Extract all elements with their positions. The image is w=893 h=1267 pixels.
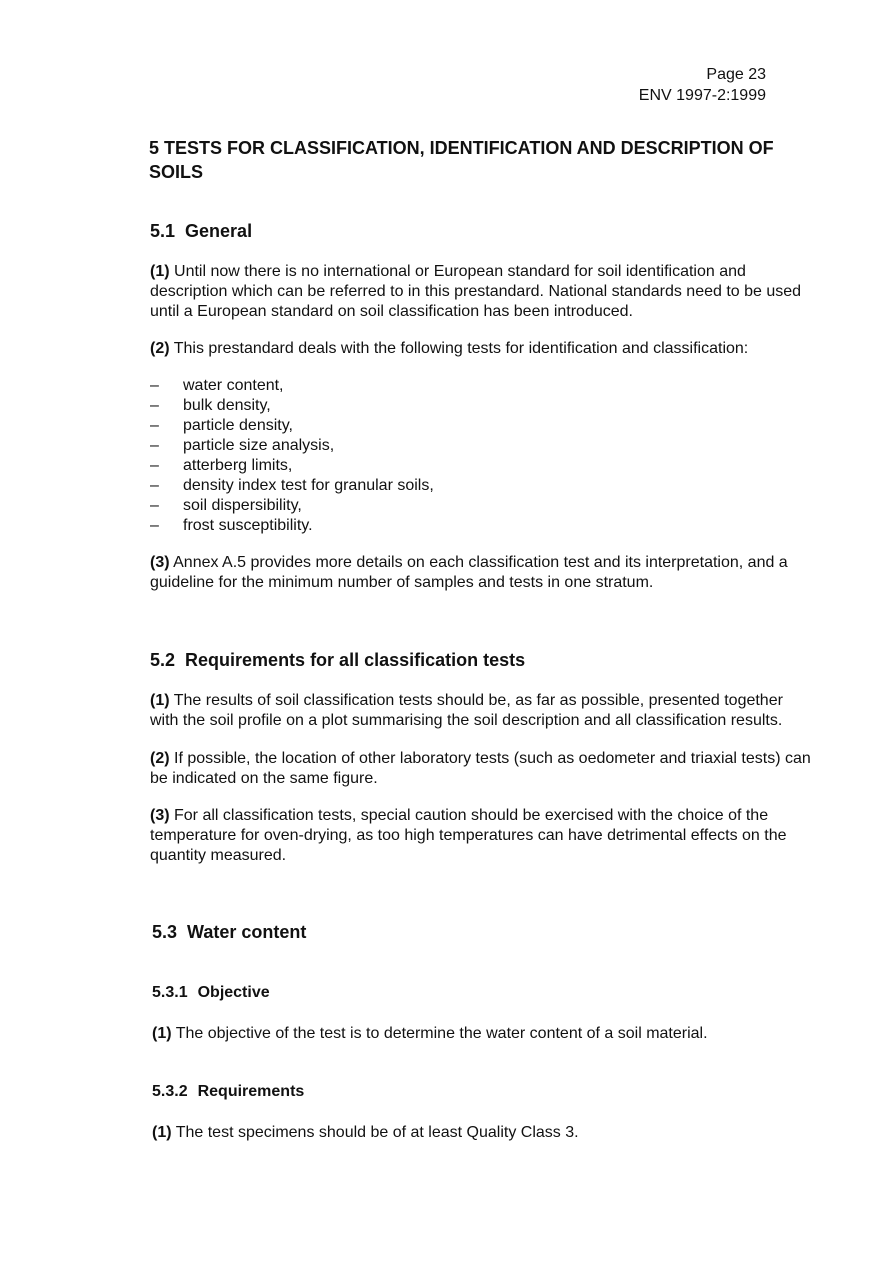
dash-marker: – [150,517,159,534]
dash-marker: – [150,457,159,474]
paragraph-5-2-2 [150,749,815,789]
list-item-text: bulk density, [183,397,271,414]
dash-marker: – [150,417,159,434]
paragraph-text: If possible, the location of other laboratory tests (such as oedometer and triaxial tests) can be indicated on the same figure. [150,750,811,787]
paragraph-number: (2) [150,340,170,357]
paragraph-text: The results of soil classification tests should be, as far as possible, presented together with the soil profile on a plot summarising the soil description and all classification results. [150,692,783,729]
paragraph-5-3-2-1 [152,1123,817,1143]
list-item-text: particle density, [183,417,293,434]
paragraph-number: (1) [150,692,170,709]
paragraph-number: (1) [150,263,170,280]
list-item [150,416,434,436]
paragraph-number: (1) [152,1124,172,1141]
paragraph-number: (3) [150,807,170,824]
list-item [150,516,434,536]
list-item [150,436,434,456]
section-5-3-1-heading [152,983,270,1003]
dash-marker: – [150,437,159,454]
section-5-2-heading [150,649,525,671]
list-item-text: atterberg limits, [183,457,293,474]
paragraph-number: (3) [150,554,170,571]
paragraph-5-1-1 [150,262,815,322]
dash-marker: – [150,377,159,394]
paragraph-number: (2) [150,750,170,767]
section-number: 5.3 [152,922,178,942]
paragraph-5-2-3 [150,806,815,866]
section-number: 5.3.1 [152,984,188,1001]
paragraph-text: The test specimens should be of at least Quality Class 3. [171,1124,579,1141]
dash-marker: – [150,477,159,494]
paragraph-text: This prestandard deals with the following tests for identification and classification: [169,340,749,357]
section-number: 5.1 [150,221,176,241]
dash-marker: – [150,497,159,514]
section-5-3-2-heading [152,1082,304,1102]
section-title: General [185,221,253,241]
paragraph-text: The objective of the test is to determine the water content of a soil material. [171,1025,708,1042]
section-5-3-heading [152,921,306,943]
list-item [150,476,434,496]
list-item-text: water content, [183,377,284,394]
paragraph-text: Until now there is no international or European standard for soil identification and description which can be referred to in this prestandard. National standards need to be used until a European standard on soil classification has been introduced. [150,263,802,320]
standard-reference: ENV 1997-2:1999 [638,87,766,104]
list-item [150,376,434,396]
paragraph-number: (1) [152,1025,172,1042]
section-number: 5.2 [150,650,176,670]
paragraph-5-1-2 [150,339,815,359]
section-title: Requirements [197,1083,305,1100]
section-title: Water content [187,922,307,942]
dash-marker: – [150,397,159,414]
list-item-text: soil dispersibility, [183,497,302,514]
paragraph-5-1-3 [150,553,815,593]
page-number: Page 23 [706,66,766,83]
test-list [150,376,434,536]
list-item [150,496,434,516]
section-title: Objective [197,984,270,1001]
section-5-1-heading [150,220,252,242]
chapter-title: 5 TESTS FOR CLASSIFICATION, IDENTIFICATION AND DESCRIPTION OF SOILS [149,138,774,182]
section-title: Requirements for all classification tests [185,650,526,670]
list-item-text: density index test for granular soils, [183,477,434,494]
paragraph-text: For all classification tests, special caution should be exercised with the choice of the temperature for oven-drying, as too high temperatures can have detrimental effects on the quantity measured. [150,807,787,864]
paragraph-text: Annex A.5 provides more details on each classification test and its interpretation, and a guideline for the minimum number of samples and tests in one stratum. [150,554,788,591]
page-header [639,64,766,106]
list-item [150,456,434,476]
list-item-text: particle size analysis, [183,437,335,454]
section-number: 5.3.2 [152,1083,188,1100]
list-item [150,396,434,416]
paragraph-5-3-1-1 [152,1024,817,1044]
list-item-text: frost susceptibility. [183,517,313,534]
paragraph-5-2-1 [150,691,815,731]
